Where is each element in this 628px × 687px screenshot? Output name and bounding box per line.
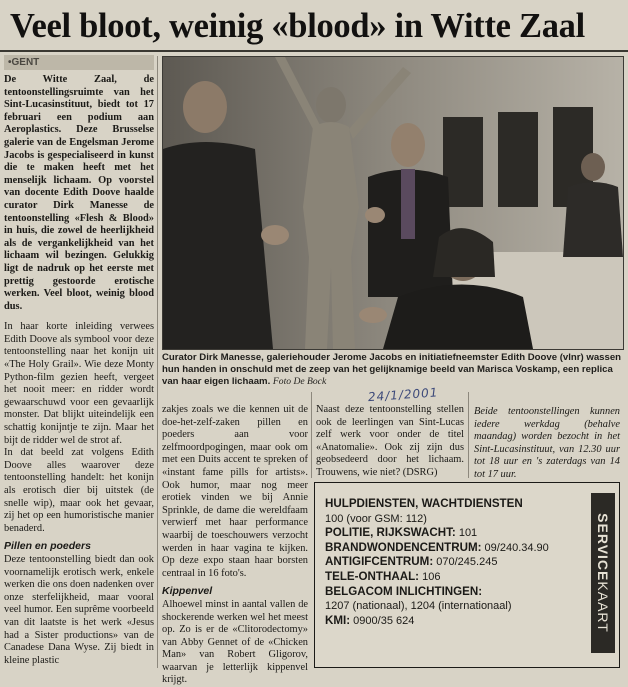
service-line bbox=[325, 526, 575, 541]
column-4 bbox=[474, 406, 620, 480]
service-value: 1207 (nationaal), 1204 (internationaal) bbox=[325, 600, 512, 613]
body-paragraph: In dat beeld zat volgens Edith Doove alles waarover deze tentoonstelling handelt: het konijn als erotisch dier bij uitstek (de snelle wip), maar ook het gevaar, zij het op een humoristische manier benaderd. bbox=[4, 447, 154, 534]
article-photo bbox=[162, 56, 624, 350]
service-line bbox=[325, 614, 575, 629]
service-line bbox=[325, 541, 575, 556]
body-paragraph: Naast deze tentoonstelling stellen ook de leerlingen van Sint-Lucas zelf werk voor onder de titel «Anatomalie». Ook zij zijn dus geobsedeerd door het lichaam. Trouwens, wie niet? (DSRG) bbox=[316, 404, 464, 478]
tab-bold-text: SERVICE bbox=[595, 513, 611, 582]
subhead: Kippenvel bbox=[162, 585, 213, 598]
column-3 bbox=[316, 404, 464, 478]
service-label: KMI: bbox=[325, 613, 351, 627]
subhead: Pillen en poeders bbox=[4, 540, 91, 553]
service-line bbox=[325, 599, 575, 614]
service-line bbox=[325, 570, 575, 585]
service-label: TELE-ONTHAAL: bbox=[325, 569, 420, 583]
service-value: 106 bbox=[419, 570, 441, 583]
photo-illustration bbox=[163, 57, 623, 349]
service-line bbox=[325, 555, 575, 570]
column-divider bbox=[311, 392, 312, 478]
column-1 bbox=[4, 74, 154, 668]
service-label: ANTIGIFCENTRUM: bbox=[325, 555, 434, 569]
service-label: BRANDWONDENCENTRUM: bbox=[325, 540, 482, 554]
photo-caption bbox=[162, 352, 622, 388]
body-paragraph: Alhoewel minst in aantal vallen de shockerende werken wel het meest op. Zo is er de «Clitorodectomy» van Abby Gennet of de «Chicken Man» van Robert Gligorov, waarvan je letterlijk kippenvel krijgt. bbox=[162, 598, 308, 686]
service-label: POLITIE, RIJKSWACHT: bbox=[325, 526, 456, 540]
caption-text: Curator Dirk Manesse, galeriehouder Jerome Jacobs en initiatiefneemster Edith Doove (vlnr) wassen hun handen in onschuld met de zeep van het gelijknamige beeld van Marisca Voskamp, een replica van haar eigen lichaam. bbox=[162, 352, 622, 387]
dateline: •GENT bbox=[4, 55, 154, 70]
service-value: 101 bbox=[455, 527, 478, 540]
service-card-tab-label bbox=[595, 513, 611, 633]
service-list bbox=[325, 497, 575, 628]
service-line bbox=[325, 585, 575, 600]
service-value: 09/240.34.90 bbox=[481, 541, 549, 554]
service-card-tab bbox=[591, 493, 615, 653]
body-paragraph: Deze tentoonstelling biedt dan ook voornamelijk erotisch werk, enkele werken die ons doen nadenken over onze sterfelijkheid, maar vooral veel humor. Een suprême voorbeeld van dit laatste is het werk «Jesus had a Sister productions» van de Canadese Dana Wyse. Zij biedt in kleine plastic bbox=[4, 553, 154, 666]
service-value: 0900/35 624 bbox=[350, 614, 415, 627]
photo-credit: Foto De Bock bbox=[272, 376, 327, 387]
tab-light-text: KAART bbox=[595, 581, 611, 633]
column-divider bbox=[157, 56, 158, 668]
body-paragraph: In haar korte inleiding verwees Edith Doove als symbool voor deze tentoonstelling naar het konijn uit «The Holy Grail». Wie deze Monty Python-film gezien heeft, vergeet het nooit meer: en ridder wordt gewaarschuwd voor een gevaarlijk monster. Dat blijkt uiteindelijk een schattig konijntje te zijn. Maar het bijt de ridder wel de strot af. bbox=[4, 321, 154, 446]
visiting-hours: Beide tentoonstellingen kunnen iedere werkdag (behalve maandag) worden bezocht in het Sint-Lucasinstituut, van 12.30 uur tot 18 uur en 's zaterdags van 14 tot 17 uur. bbox=[474, 406, 620, 480]
service-card bbox=[314, 482, 620, 668]
service-value: 070/245.245 bbox=[433, 556, 498, 569]
service-value: 100 (voor GSM: 112) bbox=[325, 512, 427, 525]
service-line bbox=[325, 512, 575, 527]
headline: Veel bloot, weinig «blood» in Witte Zaal bbox=[10, 7, 585, 45]
body-paragraph: zakjes zoals we die kennen uit de doe-het-zelf-zaken pillen en poeders aan voor zelfmoordpogingen, maar ook om met een Duits accent te spreken of «instant fame pills for artists». Ook humor, maar nog meer erotiek vinden we bij Annie Sprinkle, de dame die wereldfaam verwierf met haar performance waarbij de toeschouwers verzocht werden in haar vagina te kijken. Op deze expo staan haar borsten centraal in 16 foto's. bbox=[162, 404, 308, 579]
service-label: BELGACOM INLICHTINGEN: bbox=[325, 584, 483, 598]
handwritten-date: 24/1/2001 bbox=[367, 385, 439, 405]
column-2 bbox=[162, 404, 308, 686]
headline-rule bbox=[0, 50, 628, 52]
service-line bbox=[325, 497, 575, 512]
lead-paragraph: De Witte Zaal, de tentoonstellingsruimte van het Sint-Lucasinstituut, biedt tot 17 februari een podium aan Aeroplastics. Deze Brusselse galerie van de Engelsman Jerome Jacobs is gespecialiseerd in kunst die te maken heeft met het menselijk lichaam. Op voorstel van docente Edith Doove haalde curator Dirk Manesse de tentoonstelling «Flesh & Blood» in huis, die zowel de heerlijkheid als de vergankelijkheid van het lichaam wil bezingen. Gelukkig ligt de nadruk op het eerste met prettig gestoorde erotische werken. Veel bloot, weinig blood dus. bbox=[4, 74, 154, 312]
column-divider bbox=[468, 392, 469, 478]
service-label: HULPDIENSTEN, WACHTDIENSTEN bbox=[325, 497, 523, 510]
